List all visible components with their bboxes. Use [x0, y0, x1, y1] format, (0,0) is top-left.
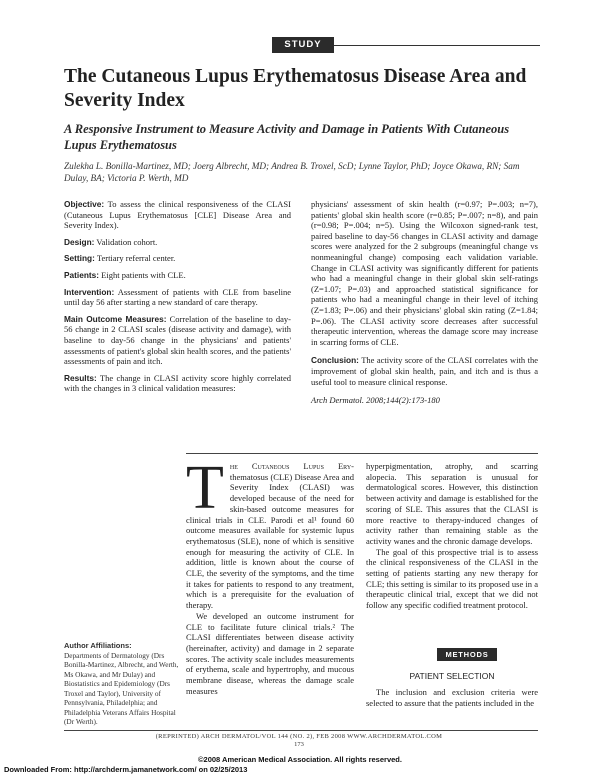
- body-column-2: [366, 461, 538, 611]
- footer-rule: [64, 730, 538, 731]
- abstract-left-column: [64, 199, 291, 400]
- citation: Arch Dermatol. 2008;144(2):173-180: [311, 395, 440, 406]
- affiliations-label: Author Affiliations:: [64, 641, 132, 650]
- page-number: 173: [294, 741, 304, 748]
- journal-footer: (REPRINTED) ARCH DERMATOL/VOL 144 (NO. 2), FEB 2008 WWW.ARCHDERMATOL.COM: [155, 733, 443, 740]
- body-paragraph: hyperpigmentation, atrophy, and scarring alopecia. This separation is unusual for dermatological scores. However, this distinction between activity and damage is established for the scoring of SLE. This assures that the CLASI is more reactive to therapy-induced changes of activity rather than remaining stable as the activity wanes and the chronic damage develops.: [366, 461, 538, 546]
- abstract-design: Design: Validation cohort.: [64, 236, 158, 247]
- author-list: Zulekha L. Bonilla-Martinez, MD; Joerg Albrecht, MD; Andrea B. Troxel, ScD; Lynne Taylor, PhD; Joyce Okawa, RN; Sam Dulay, BA; Victoria P. Werth, MD: [64, 161, 520, 183]
- abstract-patients: Patients: Eight patients with CLE.: [64, 269, 186, 280]
- article-title: The Cutaneous Lupus Erythematosus Disease Area and Severity Index: [64, 66, 527, 111]
- article-subtitle: A Responsive Instrument to Measure Activity and Damage in Patients With Cutaneous Lupus Erythematosus: [64, 122, 510, 152]
- abstract-rule: [186, 453, 538, 454]
- header-rule: [334, 45, 540, 46]
- section-label: STUDY: [272, 37, 334, 53]
- abstract-objective: Objective: To assess the clinical responsiveness of the CLASI (Cutaneous Lupus Erythematosus [CLE] Disease Area and Severity Index).: [64, 199, 291, 231]
- intro-paragraph: The Cutaneous Lupus Ery-thematosus (CLE) Disease Area and Severity Index (CLASI) was developed because of the need for skin-based outcome measures for clinical trials in CLE. Parodi et al¹ found 60 outcome measures available for systemic lupus erythematosus (SLE), none of which is sensitive enough for measuring the activity of CLE. In addition, little is known about the course of CLE, the severity of the symptoms, and the time it takes for patients to respond to any treatment, which is a prerequisite for the evaluation of therapy.: [186, 454, 354, 611]
- body-paragraph: The inclusion and exclusion criteria were selected to assure that the patients included in the: [366, 687, 538, 708]
- drop-cap: T: [186, 454, 224, 522]
- copyright-notice: ©2008 American Medical Association. All rights reserved.: [198, 755, 402, 764]
- abstract-setting: Setting: Tertiary referral center.: [64, 253, 176, 264]
- affiliations-text: Departments of Dermatology (Drs Bonilla-Martinez, Albrecht, and Werth, Ms Okawa, and Mr Dulay) and Biostatistics and Epidemiology (Drs Troxel and Taylor), University of Pennsylvania, Philadelphia; and Philadelphia Veterans Affairs Hospital (Dr Werth).: [64, 650, 179, 726]
- abstract-main-outcome: Main Outcome Measures: Correlation of the baseline to day-56 change in 2 CLASI scales (disease activity and damage), with baseline to day-56 change in the physicians' and patients' assessments of patient's global skin health scores, and the patients' assessments of pain and itch.: [64, 313, 291, 367]
- methods-heading: METHODS: [437, 648, 497, 661]
- abstract-conclusion: Conclusion: The activity score of the CLASI correlates with the improvement of global skin health, pain, and itch and is thus a useful tool to measure clinical response.: [311, 355, 538, 387]
- patient-selection-heading: PATIENT SELECTION: [409, 671, 495, 681]
- abstract-results-continued: physicians' assessment of skin health (r=0.97; P=.003; n=7), patients' global skin health score (r=0.85; P=.007; n=8), and pain (r=0.98; P=.004; n=5). Using the Wilcoxon signed-rank test, paired baseline to day-56 changes in CLASI activity and damage scores were analyzed for the 2 subgroups (meaningful change vs nonmeaningful change) composing each validation variable. Change in CLASI activity was significantly different for patients who had a meaningful change in their global skin self-ratings (Z=1.07; P=.03) and approached statistical significance for patients who had a meaningful change in their level of itching (Z=1.83; P=.06) and their physicians' global skin rating (Z=1.84; P=.06). The CLASI activity score decreases after successful therapeutic intervention, whereas the damage score may increase in scarring forms of CLE.: [311, 199, 538, 347]
- author-affiliations: [64, 641, 184, 727]
- body-column-2-continued: [366, 687, 538, 708]
- body-column-1: [186, 454, 354, 696]
- abstract-results: Results: The change in CLASI activity score highly correlated with the changes in 3 clinical validation measures:: [64, 372, 291, 394]
- abstract-right-column: [311, 199, 538, 412]
- download-notice: Downloaded From: http://archderm.jamanetwork.com/ on 02/25/2013: [4, 765, 248, 774]
- body-paragraph: We developed an outcome instrument for CLE to facilitate future clinical trials.² The CLASI differentiates between disease activity (hereinafter, activity) and damage in 2 separate scores. The activity scale includes measurements of erythema, scale and hypertrophy, and mucous membrane disease, whereas the damage scale measures: [186, 610, 354, 696]
- abstract-intervention: Intervention: Assessment of patients with CLE from baseline until day 56 after starting a new standard of care therapy.: [64, 286, 291, 308]
- body-paragraph: The goal of this prospective trial is to assess the clinical responsiveness of the CLASI in the setting of patients starting any new therapy for CLE; this setting is similar to its proposed use in a therapeutic clinical trial, except that we did not follow any specific codified treatment protocol.: [366, 546, 538, 611]
